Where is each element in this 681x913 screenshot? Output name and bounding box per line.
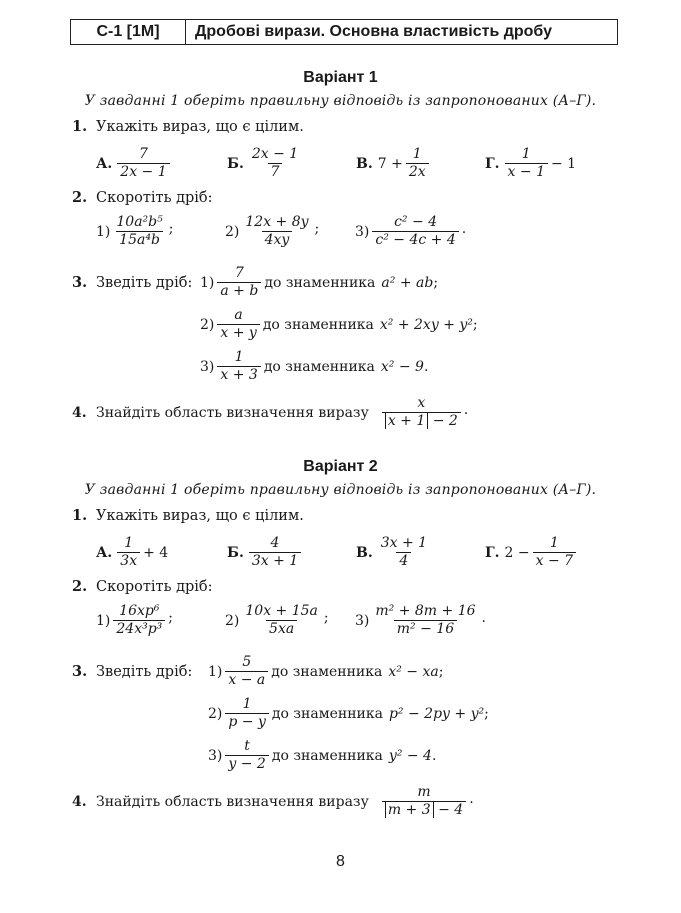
page-number: 8 [336,853,345,870]
item-label: 2) [208,705,223,722]
denominator: 3x + 1 [249,552,301,570]
denominator-tail: − 4 [438,802,464,818]
task-number: 3. [72,274,88,291]
item-fraction [242,603,321,638]
option-label: Б. [227,544,244,561]
task-1 [72,507,304,524]
item-fraction [217,307,259,342]
task-number: 1. [72,507,88,524]
item-end: ; [484,705,489,722]
item-label: 3) [208,747,223,764]
item-fraction [225,654,268,689]
numerator: 1 [234,349,244,365]
option-fraction [533,535,576,570]
denominator: x + y [217,324,259,342]
target-denominator: x² + 2xy + y² [379,316,473,333]
item-end: . [481,610,486,626]
denominator [382,412,461,430]
numerator: 12x + 8y [245,214,309,230]
item-fraction [242,214,311,249]
denominator: 2x − 1 [117,163,169,181]
answer-option[interactable] [96,535,168,570]
item-fraction [372,603,478,638]
numerator: a [234,307,243,323]
numerator: m² + 8m + 16 [375,603,476,619]
option-fraction [249,146,301,181]
item-fraction [225,696,269,731]
numerator: 16xp⁶ [119,603,160,619]
option-fraction [249,535,301,570]
target-denominator: x² − xa [388,663,439,680]
numerator: 1 [242,696,252,712]
absolute-value: x + 1 [385,413,428,429]
item-fraction [113,214,165,249]
task-number: 1. [72,118,88,135]
numerator: 3x + 1 [380,535,428,551]
absolute-value: m + 3 [385,802,434,818]
item-label: 2) [225,612,240,629]
item-label: 1) [208,663,223,680]
option-fraction [117,535,140,570]
option-fraction [406,146,429,181]
work-title: Дробові вирази. Основна властивість дробу [195,23,552,40]
numerator: m [417,784,431,800]
convert-item [208,696,489,731]
task-1 [72,118,304,135]
numerator: 1 [412,146,422,162]
reduce-item [96,214,173,249]
denominator: 2x [406,163,429,181]
answer-option[interactable] [356,146,432,181]
task-number: 3. [72,663,88,680]
denominator: y − 2 [225,755,268,773]
denominator: a + b [217,282,261,300]
item-phrase: до знаменника [271,705,383,722]
task-4 [72,784,474,819]
numerator: t [244,738,250,754]
task-text: Зведіть дріб: [96,274,193,291]
option-fraction [117,146,169,181]
numerator: x [417,395,426,411]
item-end: ; [314,221,320,237]
item-label: 1) [96,223,111,240]
numerator: 5 [242,654,252,670]
convert-item [200,265,438,300]
task-number: 4. [72,404,87,421]
answer-option[interactable] [227,146,304,181]
item-fraction [217,349,260,384]
task-2 [72,578,213,595]
reduce-item [355,603,486,638]
answer-option[interactable] [485,535,579,570]
denominator: m² − 16 [394,620,457,638]
numerator: c² − 4 [394,214,438,230]
denominator [382,801,466,819]
numerator: 1 [124,535,134,551]
item-label: 3) [355,612,370,629]
task-text: Скоротіть дріб: [96,189,213,206]
task-text: Знайдіть область визначення виразу [96,793,369,810]
answer-option[interactable] [485,146,576,181]
answer-option[interactable] [227,535,304,570]
denominator-tail: − 2 [432,413,458,429]
denominator: p − y [225,713,269,731]
item-fraction [113,603,165,638]
option-fraction [505,146,548,181]
option-label: В. [356,155,373,172]
convert-item [200,349,428,384]
item-end: ; [472,316,478,333]
denominator: c² − 4c + 4 [372,231,458,249]
task-number: 2. [72,578,88,595]
option-prefix: 2 − [504,544,530,561]
task-text: Укажіть вираз, що є цілим. [96,507,304,524]
variant-instruction: У завданні 1 оберіть правильну відповідь із запропонованих (А–Г). [84,93,597,109]
task-4 [72,395,468,430]
denominator: 4 [396,552,411,570]
task-number: 2. [72,189,88,206]
numerator: 10a²b⁵ [116,214,163,230]
item-end: ; [168,221,174,237]
target-denominator: y² − 4 [388,747,432,764]
item-phrase: до знаменника [262,316,374,333]
task-text: Зведіть дріб: [96,663,193,680]
variant-title: Варіант 1 [303,69,378,86]
item-phrase: до знаменника [271,747,383,764]
variant-instruction: У завданні 1 оберіть правильну відповідь із запропонованих (А–Г). [84,482,597,498]
task-text: Укажіть вираз, що є цілим. [96,118,304,135]
denominator: x + 3 [217,366,260,384]
domain-fraction [382,784,466,819]
option-prefix: 7 + [377,155,403,172]
target-denominator: x² − 9 [380,358,424,375]
target-denominator: a² + ab [381,274,434,291]
task-text: Знайдіть область визначення виразу [96,404,369,421]
item-end: . [461,221,467,237]
option-suffix: − 1 [550,155,577,172]
convert-item [208,654,443,689]
task-number: 4. [72,793,87,810]
item-fraction [372,214,458,249]
option-label: Г. [485,544,500,561]
item-fraction [217,265,261,300]
work-code: С-1 [1М] [71,20,186,44]
denominator: 7 [268,163,283,181]
item-label: 2) [200,316,215,333]
reduce-item [225,214,319,249]
item-label: 1) [200,274,215,291]
denominator: 24x³p³ [113,620,165,638]
item-fraction [225,738,268,773]
denominator: 15a⁴b [116,231,163,249]
option-label: В. [356,544,373,561]
item-end: . [423,358,429,375]
denominator: x − a [225,671,268,689]
denominator: x − 7 [533,552,576,570]
convert-item [208,738,436,773]
item-label: 1) [96,612,111,629]
domain-fraction [382,395,461,430]
answer-option[interactable] [96,146,173,181]
item-end: ; [168,610,173,626]
convert-item [200,307,478,342]
task-text: Скоротіть дріб: [96,578,213,595]
target-denominator: p² − 2py + y² [388,705,485,722]
reduce-item [355,214,466,249]
item-label: 3) [355,223,370,240]
item-end: . [431,747,437,764]
numerator: 7 [234,265,244,281]
answer-option[interactable] [356,535,433,570]
numerator: 2x − 1 [251,146,299,162]
task-3 [72,274,192,291]
denominator: 3x [117,552,140,570]
numerator: 1 [549,535,559,551]
option-suffix: + 4 [143,544,169,561]
item-end: . [463,402,469,418]
reduce-item [96,603,173,638]
item-label: 2) [225,223,240,240]
option-label: А. [96,155,113,172]
reduce-item [225,603,329,638]
denominator: 4xy [262,231,293,249]
denominator: x − 1 [505,163,548,181]
item-phrase: до знаменника [264,274,376,291]
option-label: Б. [227,155,244,172]
option-label: Г. [485,155,500,172]
variant-title: Варіант 2 [303,458,378,475]
task-2 [72,189,213,206]
item-end: ; [323,610,329,626]
option-fraction [378,535,430,570]
option-label: А. [96,544,113,561]
item-label: 3) [200,358,215,375]
numerator: 10x + 15a [245,603,318,619]
item-end: ; [438,663,444,680]
numerator: 7 [138,146,148,162]
task-3 [72,663,192,680]
item-end: . [469,791,474,807]
item-phrase: до знаменника [271,663,383,680]
numerator: 1 [521,146,531,162]
denominator: 5xa [266,620,297,638]
header-box [70,19,618,45]
numerator: 4 [270,535,280,551]
item-end: ; [433,274,439,291]
item-phrase: до знаменника [263,358,375,375]
